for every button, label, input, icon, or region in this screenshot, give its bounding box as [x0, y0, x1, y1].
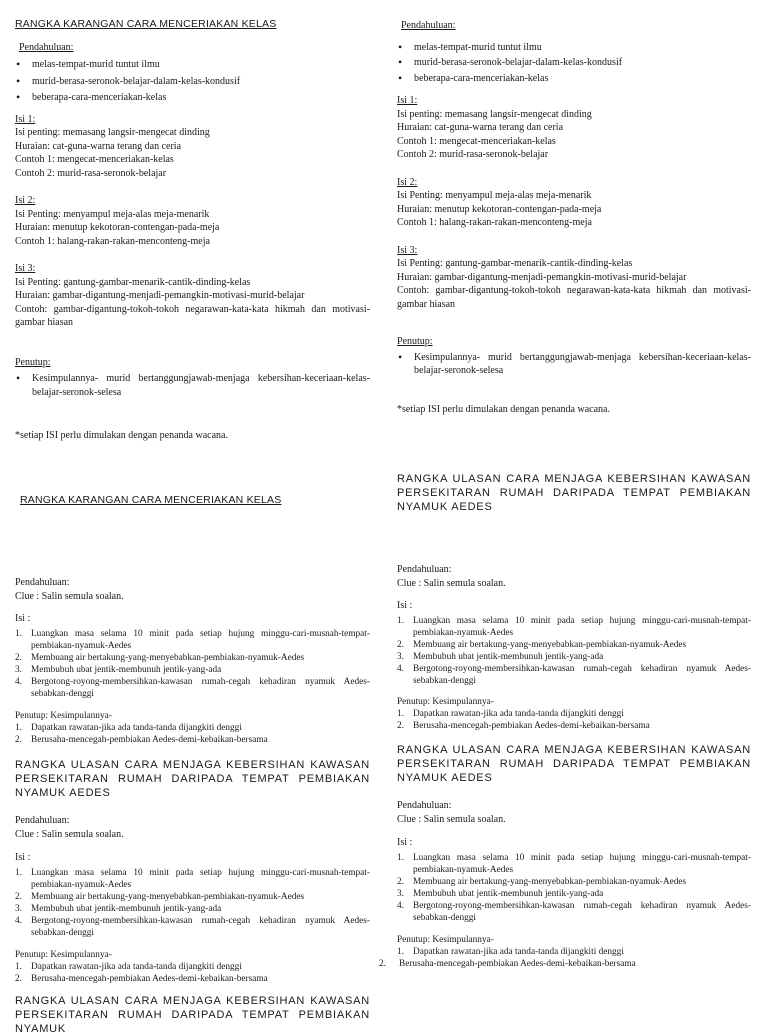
- contoh-text: Contoh: gambar-digantung-tokoh-tokoh negarawan-kata-kata hikmah dan motivasi-gambar hiasan: [15, 303, 370, 328]
- isi1-label: Isi 1:: [397, 95, 418, 106]
- text-line: Isi Penting: gantung-gambar-menarik-cantik-dinding-kelas: [15, 276, 251, 288]
- list-item: • Kesimpulannya- murid bertanggungjawab-menjaga kebersihan-keceriaan-kelas-belajar-seronok-selesa: [397, 351, 751, 378]
- note-text: *setiap ISI perlu dimulakan dengan penanda wacana.: [397, 403, 610, 415]
- isi-list: [15, 628, 370, 700]
- list-item: 1. Luangkan masa selama 10 minit pada setiap hujung minggu-cari-musnah-tempat-pembiakan-nyamuk-Aedes: [15, 867, 370, 890]
- note-text: *setiap ISI perlu dimulakan dengan penanda wacana.: [15, 430, 228, 441]
- right-top-section: [397, 19, 751, 416]
- text-line: Huraian: cat-guna-warna terang dan ceria: [397, 122, 564, 133]
- list-item: 1. Dapatkan rawatan-jika ada tanda-tanda dijangkiti denggi: [15, 961, 242, 972]
- penutup-label: Penutup:: [397, 336, 433, 347]
- list-item: 1. Dapatkan rawatan-jika ada tanda-tanda dijangkiti denggi: [15, 722, 242, 733]
- penutup-label: Penutup: Kesimpulannya-: [15, 949, 112, 960]
- list-item: 4. Bergotong-royong-membersihkan-kawasan rumah-cegah kehadiran nyamuk Aedes-sebabkan-denggi: [397, 663, 751, 686]
- penutup-list: [397, 708, 751, 732]
- text-line: Contoh 2: murid-rasa-seronok-belajar: [397, 149, 549, 160]
- isi2-label: Isi 2:: [15, 195, 36, 206]
- text-line: Huraian: menutup kekotoran-contengan-pada-meja: [397, 203, 602, 215]
- left-mid-title-block: [20, 494, 375, 508]
- isi-label: Isi :: [15, 852, 31, 863]
- isi-list: [397, 615, 751, 687]
- left-ulasan-block-2: [15, 758, 370, 985]
- list-item: • beberapa-cara-menceriakan-kelas: [397, 72, 751, 86]
- clue-text: Clue : Salin semula soalan.: [397, 577, 506, 589]
- list-item: 2. Membuang air bertakung-yang-menyebabkan-pembiakan-nyamuk-Aedes: [397, 639, 687, 650]
- list-item: 4. Bergotong-royong-membersihkan-kawasan rumah-cegah kehadiran nyamuk Aedes-sebabkan-denggi: [15, 676, 370, 699]
- pendahuluan-label: Pendahuluan:: [397, 800, 452, 811]
- list-item: 2. Berusaha-mencegah-pembiakan Aedes-demi-kebaikan-bersama: [397, 720, 650, 731]
- isi3-label: Isi 3:: [15, 263, 36, 274]
- list-item: 2. Berusaha-mencegah-pembiakan Aedes-demi-kebaikan-bersama: [15, 973, 268, 984]
- right-ulasan-heading-1: [397, 472, 751, 514]
- intro-bullet-list: [15, 58, 370, 105]
- text-line: Huraian: gambar-digantung-menjadi-pemangkin-motivasi-murid-belajar: [397, 271, 687, 283]
- list-item: • Kesimpulannya- murid bertanggungjawab-menjaga kebersihan-keceriaan-kelas-belajar-seronok-selesa: [15, 372, 370, 399]
- list-item: 3. Membubuh ubat jentik-membunuh jentik-yang-ada: [15, 903, 222, 914]
- text-line: Isi Penting: menyampul meja-alas meja-menarik: [397, 190, 592, 201]
- right-ulasan-block-1: [397, 563, 751, 732]
- list-item: 2. Berusaha-mencegah-pembiakan Aedes-demi-kebaikan-bersama: [379, 958, 636, 969]
- penutup-list: [15, 722, 370, 746]
- right-ulasan-block-2: [379, 743, 751, 970]
- penutup-list: [15, 961, 370, 985]
- text-line: Isi penting: memasang langsir-mengecat dinding: [397, 108, 592, 120]
- list-item: 3. Membubuh ubat jentik-membunuh jentik-yang-ada: [15, 664, 222, 675]
- left-top-section: [15, 18, 370, 443]
- penutup-list: [379, 946, 751, 970]
- penutup-label: Penutup: Kesimpulannya-: [397, 934, 494, 945]
- section-title: RANGKA KARANGAN CARA MENCERIAKAN KELAS: [15, 18, 277, 30]
- text-line: Isi Penting: menyampul meja-alas meja-menarik: [15, 208, 210, 220]
- clue-text: Clue : Salin semula soalan.: [397, 813, 506, 825]
- text-line: Contoh 1: mengecat-menceriakan-kelas: [397, 135, 556, 147]
- isi-list: [397, 852, 751, 924]
- text-line: Huraian: menutup kekotoran-contengan-pada-meja: [15, 222, 220, 233]
- list-item: 1. Dapatkan rawatan-jika ada tanda-tanda dijangkiti denggi: [397, 708, 624, 719]
- penutup-label: Penutup: Kesimpulannya-: [397, 696, 494, 707]
- list-item: • melas-tempat-murid tuntut ilmu: [397, 41, 751, 55]
- list-item: 1. Dapatkan rawatan-jika ada tanda-tanda dijangkiti denggi: [397, 946, 624, 957]
- text-line: Huraian: gambar-digantung-menjadi-pemangkin-motivasi-murid-belajar: [15, 290, 305, 301]
- text-line: Contoh 1: mengecat-menceriakan-kelas: [15, 154, 174, 165]
- isi-label: Isi :: [15, 613, 31, 624]
- penutup-bullet-list: [397, 351, 751, 378]
- list-item: 4. Bergotong-royong-membersihkan-kawasan rumah-cegah kehadiran nyamuk Aedes-sebabkan-denggi: [397, 900, 751, 923]
- pendahuluan-label: Pendahuluan:: [397, 564, 452, 575]
- text-line: Contoh 2: murid-rasa-seronok-belajar: [15, 167, 167, 179]
- contoh-text: Contoh: gambar-digantung-tokoh-tokoh negarawan-kata-kata hikmah dan motivasi-gambar hiasan: [397, 285, 751, 310]
- section-heading: RANGKA ULASAN CARA MENJAGA KEBERSIHAN KAWASAN PERSEKITARAN RUMAH DARIPADA TEMPAT PEMBIAKAN NYAMUK AEDES: [397, 473, 751, 513]
- list-item: 2. Membuang air bertakung-yang-menyebabkan-pembiakan-nyamuk-Aedes: [15, 652, 305, 663]
- list-item: 3. Membubuh ubat jentik-membunuh jentik-yang-ada: [397, 651, 604, 662]
- penutup-label: Penutup: Kesimpulannya-: [15, 710, 112, 721]
- isi1-label: Isi 1:: [15, 113, 36, 125]
- pendahuluan-label: Pendahuluan:: [15, 577, 70, 588]
- list-item: 2. Membuang air bertakung-yang-menyebabkan-pembiakan-nyamuk-Aedes: [397, 876, 687, 887]
- list-item: 3. Membubuh ubat jentik-membunuh jentik-yang-ada: [397, 888, 604, 899]
- section-heading: RANGKA ULASAN CARA MENJAGA KEBERSIHAN KAWASAN PERSEKITARAN RUMAH DARIPADA TEMPAT PEMBIAKAN NYAMUK AEDES: [15, 759, 370, 799]
- text-line: Huraian: cat-guna-warna terang dan ceria: [15, 140, 182, 152]
- left-ulasan-block-1: [15, 576, 370, 746]
- pendahuluan-label: Pendahuluan:: [15, 815, 70, 826]
- isi-label: Isi :: [397, 837, 413, 848]
- intro-bullet-list: [397, 41, 751, 86]
- isi2-label: Isi 2:: [397, 176, 418, 188]
- list-item: 2. Membuang air bertakung-yang-menyebabkan-pembiakan-nyamuk-Aedes: [15, 891, 305, 902]
- section-title: RANGKA KARANGAN CARA MENCERIAKAN KELAS: [20, 494, 282, 506]
- left-bottom-heading-block: [15, 994, 370, 1036]
- text-line: Isi penting: memasang langsir-mengecat dinding: [15, 127, 210, 138]
- clue-text: Clue : Salin semula soalan.: [15, 828, 124, 840]
- list-item: 1. Luangkan masa selama 10 minit pada setiap hujung minggu-cari-musnah-tempat-pembiakan-nyamuk-Aedes: [397, 852, 751, 875]
- clue-text: Clue : Salin semula soalan.: [15, 590, 124, 602]
- isi3-label: Isi 3:: [397, 244, 418, 256]
- isi-label: Isi :: [397, 600, 413, 611]
- text-line: Contoh 1: halang-rakan-rakan-menconteng-meja: [15, 235, 210, 247]
- penutup-bullet-list: [15, 372, 370, 399]
- text-line: Isi Penting: gantung-gambar-menarik-cantik-dinding-kelas: [397, 258, 633, 269]
- list-item: 2. Berusaha-mencegah-pembiakan Aedes-demi-kebaikan-bersama: [15, 734, 268, 745]
- list-item: • beberapa-cara-menceriakan-kelas: [15, 91, 370, 105]
- list-item: • melas-tempat-murid tuntut ilmu: [15, 58, 370, 72]
- text-line: Contoh 1: halang-rakan-rakan-menconteng-meja: [397, 217, 592, 228]
- list-item: 4. Bergotong-royong-membersihkan-kawasan rumah-cegah kehadiran nyamuk Aedes-sebabkan-denggi: [15, 915, 370, 938]
- list-item: • murid-berasa-seronok-belajar-dalam-kelas-kondusif: [15, 75, 370, 89]
- section-heading: RANGKA ULASAN CARA MENJAGA KEBERSIHAN KAWASAN PERSEKITARAN RUMAH DARIPADA TEMPAT PEMBIAKAN NYAMUK: [15, 995, 370, 1035]
- list-item: • murid-berasa-seronok-belajar-dalam-kelas-kondusif: [397, 56, 751, 70]
- section-heading: RANGKA ULASAN CARA MENJAGA KEBERSIHAN KAWASAN PERSEKITARAN RUMAH DARIPADA TEMPAT PEMBIAKAN NYAMUK AEDES: [397, 744, 751, 784]
- penutup-label: Penutup:: [15, 356, 51, 368]
- pendahuluan-label: Pendahuluan:: [19, 41, 74, 53]
- list-item: 1. Luangkan masa selama 10 minit pada setiap hujung minggu-cari-musnah-tempat-pembiakan-nyamuk-Aedes: [15, 628, 370, 651]
- list-item: 1. Luangkan masa selama 10 minit pada setiap hujung minggu-cari-musnah-tempat-pembiakan-nyamuk-Aedes: [397, 615, 751, 638]
- isi-list: [15, 867, 370, 939]
- pendahuluan-label: Pendahuluan:: [401, 20, 456, 31]
